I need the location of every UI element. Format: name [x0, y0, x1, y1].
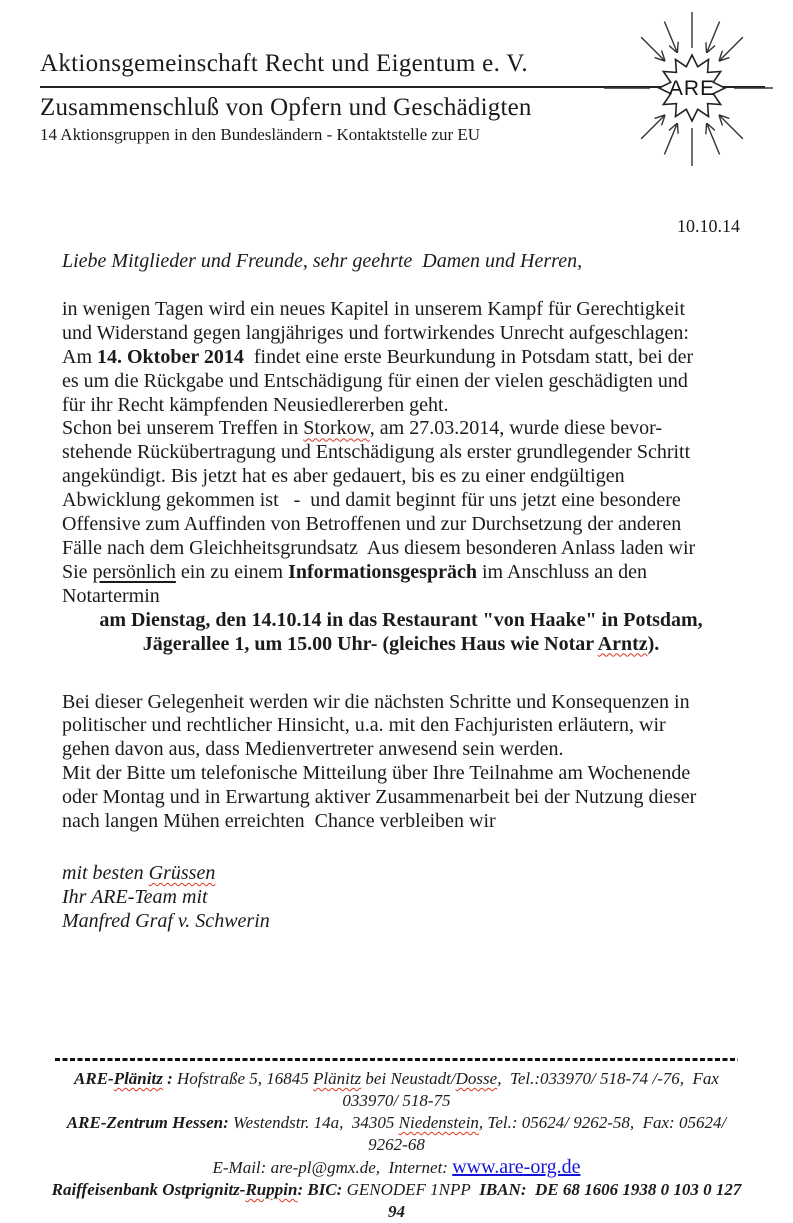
text-run: ARE-	[74, 1069, 114, 1088]
text-run: Hofstraße 5, 16845	[177, 1069, 313, 1088]
body-line	[62, 489, 740, 513]
body-line	[62, 394, 740, 418]
are-starburst-icon	[600, 10, 775, 168]
text-run: Grüssen	[148, 861, 216, 884]
text-run: GENODEF 1NPP	[346, 1180, 471, 1199]
signature-name	[62, 910, 740, 934]
text-run: im Anschluss an den	[476, 560, 647, 583]
are-logo-text: ARE	[668, 77, 716, 100]
body-line	[62, 465, 740, 489]
body-line	[62, 441, 740, 465]
text-run: ein zu einem	[175, 560, 289, 583]
text-run: Dosse	[455, 1069, 498, 1088]
text-run: persönlich	[92, 560, 176, 583]
text-run: politischer und rechtlicher Hinsicht, u.a. mit den Fachjuristen erläutern, wir	[62, 714, 666, 737]
website-link[interactable]: www.are-org.de	[452, 1156, 581, 1178]
text-run: Schon bei unserem Treffen in	[62, 417, 304, 440]
text-run: Bei dieser Gelegenheit werden wir die nächsten Schritte und Konsequenzen in	[62, 690, 690, 713]
text-run: Abwicklung gekommen ist - und damit beginnt für uns jetzt eine besondere	[62, 489, 681, 512]
text-run: Plänitz	[113, 1069, 163, 1088]
body-line	[62, 762, 740, 786]
text-run: am Dienstag, den 14.10.14 in das Restaurant "von Haake" in Potsdam,	[99, 608, 703, 631]
letter-date: 10.10.14	[677, 216, 740, 236]
greeting-line	[62, 250, 740, 274]
text-run: , Tel.:033970/ 518-74 /-76, Fax 033970/ 518-75	[342, 1069, 724, 1110]
text-run: gehen davon aus, dass Medienvertreter anwesend sein werden.	[62, 738, 564, 761]
text-run: , Tel.: 05624/ 9262-58, Fax: 05624/ 9262-68	[368, 1113, 731, 1154]
org-subtitle: Zusammenschluß von Opfern und Geschädigten	[40, 94, 532, 121]
text-run: ).	[647, 632, 660, 655]
text-run: Niedenstein	[398, 1113, 479, 1132]
text-run: oder Montag und in Erwartung aktiver Zusammenarbeit bei der Nutzung dieser	[62, 786, 697, 809]
text-run: Raiffeisenbank Ostprignitz-	[51, 1180, 246, 1199]
text-run: 14. Oktober 2014	[97, 345, 244, 368]
footer-lines	[45, 1068, 748, 1223]
text-run: Ruppin	[245, 1180, 298, 1199]
text-run: Ihr ARE-Team mit	[62, 885, 208, 908]
body-line	[62, 691, 740, 715]
text-run: Storkow	[303, 417, 370, 440]
text-run: Sie	[62, 560, 93, 583]
text-run: Liebe Mitglieder und Freunde, sehr geehrte Damen und Herren,	[62, 250, 583, 272]
body-line	[62, 322, 740, 346]
text-run: Plänitz	[313, 1069, 362, 1088]
footer-contact	[45, 1156, 748, 1179]
signature-closing	[62, 862, 740, 886]
footer-address-plaenitz	[45, 1068, 748, 1112]
text-run: stehende Rückübertragung und Entschädigung als erster grundlegender Schritt	[62, 441, 691, 464]
text-run: Westendstr. 14a, 34305	[228, 1113, 399, 1132]
text-run: Notartermin	[62, 584, 160, 607]
org-tagline: 14 Aktionsgruppen in den Bundesländern - Kontaktstelle zur EU	[40, 125, 481, 144]
footer-divider	[55, 1058, 738, 1061]
text-run: , am 27.03.2014, wurde diese bevor-	[369, 417, 663, 440]
body-line	[62, 810, 740, 834]
body-line	[62, 561, 740, 585]
text-run: IBAN: DE 68 1606 1938 0 103 0 127 94	[388, 1180, 746, 1221]
text-run: Jägerallee 1, um 15.00 Uhr- (gleiches Haus wie Notar	[142, 632, 598, 655]
invitation-line	[62, 633, 740, 657]
invitation-line	[62, 609, 740, 633]
footer-bank	[45, 1179, 748, 1223]
text-run: Arntz	[597, 632, 648, 655]
body-line	[62, 346, 740, 370]
body-line	[62, 585, 740, 609]
body-line	[62, 714, 740, 738]
text-run: E-Mail: are-pl@gmx.de, Internet:	[212, 1158, 453, 1177]
body-line	[62, 370, 740, 394]
text-run: Fälle nach dem Gleichheitsgrundsatz Aus diesem besonderen Anlass laden wir	[62, 536, 696, 559]
text-run: ARE-Zentrum Hessen:	[66, 1113, 229, 1132]
text-run: Manfred Graf v. Schwerin	[62, 909, 270, 932]
text-run: :	[162, 1069, 177, 1088]
text-run: angekündigt. Bis jetzt hat es aber gedauert, bis es zu einer endgültigen	[62, 465, 625, 488]
body-line	[62, 537, 740, 561]
signature-team	[62, 886, 740, 910]
footer-address-hessen	[45, 1112, 748, 1156]
letter-body	[62, 250, 740, 934]
text-run: nach langen Mühen erreichten Chance verbleiben wir	[62, 810, 496, 833]
body-line	[62, 298, 740, 322]
text-run: Mit der Bitte um telefonische Mitteilung über Ihre Teilnahme am Wochenende	[62, 762, 691, 785]
text-run: Offensive zum Auffinden von Betroffenen und zur Durchsetzung der anderen	[62, 513, 682, 536]
body-line	[62, 786, 740, 810]
body-line	[62, 738, 740, 762]
text-run: in wenigen Tagen wird ein neues Kapitel in unserem Kampf für Gerechtigkeit	[62, 297, 686, 320]
text-run: Am	[62, 345, 97, 368]
text-run: für ihr Recht kämpfenden Neusiedlererben geht.	[62, 393, 449, 416]
letter-footer	[45, 1058, 748, 1223]
body-line	[62, 417, 740, 441]
text-run: und Widerstand gegen langjähriges und fortwirkendes Unrecht aufgeschlagen:	[62, 321, 689, 344]
text-run: bei Neustadt/	[361, 1069, 456, 1088]
text-run: es um die Rückgabe und Entschädigung für einen der vielen geschädigten und	[62, 369, 688, 392]
text-run: findet eine erste Beurkundung in Potsdam statt, bei der	[243, 345, 694, 368]
text-run: Informationsgespräch	[288, 560, 477, 583]
body-line	[62, 513, 740, 537]
text-run: mit besten	[62, 861, 149, 884]
org-name: Aktionsgemeinschaft Recht und Eigentum e. V.	[40, 50, 528, 77]
text-run: : BIC:	[297, 1180, 347, 1199]
